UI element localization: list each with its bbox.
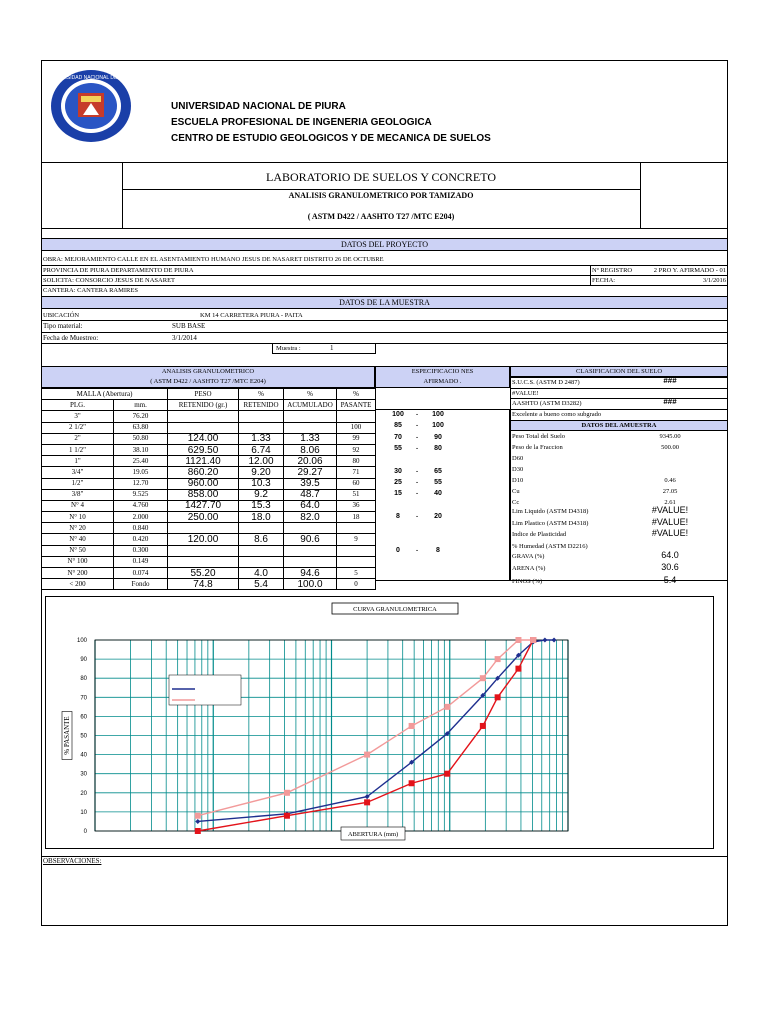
- cell-plg: N° 4: [42, 500, 114, 511]
- cell-ret: 6.74: [239, 444, 284, 455]
- cell-ret: 18.0: [239, 512, 284, 523]
- col-mm: mm.: [114, 400, 168, 411]
- fecha-value: 3/1/2016: [702, 277, 726, 284]
- sucs-value: ###: [663, 376, 677, 385]
- table-row: [42, 523, 376, 534]
- series-line: [198, 640, 554, 821]
- tipo-label: Tipo material:: [43, 322, 83, 330]
- cell-plg: N° 10: [42, 512, 114, 523]
- item-value: 5.4: [663, 575, 677, 585]
- spec-s2: 80: [434, 444, 442, 452]
- cell-plg: 1 1/2": [42, 444, 114, 455]
- data-point: [495, 656, 501, 662]
- cell-mm: 0.149: [114, 556, 168, 567]
- spec-s1: 100: [392, 411, 404, 418]
- cell-plg: 1/2": [42, 478, 114, 489]
- table-row: [42, 556, 376, 567]
- cell-peso: 250.00: [168, 512, 239, 523]
- cell-ret: 9.2: [239, 489, 284, 500]
- spec-s1: 55: [394, 444, 402, 452]
- cell-peso: [168, 422, 239, 433]
- cell-acum: [284, 411, 337, 422]
- registro-value: 2 PRO Y. AFIRMADO - 01: [653, 267, 726, 274]
- cell-acum: 100.0: [284, 579, 337, 590]
- cell-plg: 1": [42, 456, 114, 467]
- cell-peso: 120.00: [168, 534, 239, 545]
- cell-pas: [337, 556, 376, 567]
- spec-s1: 25: [394, 478, 402, 486]
- cell-acum: 20.06: [284, 456, 337, 467]
- cell-mm: 19.05: [114, 467, 168, 478]
- cell-ret: [239, 545, 284, 556]
- cell-plg: N° 20: [42, 523, 114, 534]
- item-label: Lim Liquido (ASTM D4318): [512, 508, 589, 515]
- y-tick-label: 90: [80, 657, 87, 664]
- data-point: [444, 771, 450, 777]
- x-axis-label: ABERTURA (mm): [347, 831, 399, 838]
- table-row: [42, 500, 376, 511]
- cell-mm: 63.80: [114, 422, 168, 433]
- sucs-label: S.U.C.S. (ASTM D 2487): [512, 379, 580, 386]
- lab-norm: ( ASTM D422 / AASHTO T27 /MTC E204): [307, 212, 455, 221]
- cell-peso: 124.00: [168, 433, 239, 444]
- data-point: [515, 666, 521, 672]
- item-value: 30.6: [661, 562, 679, 572]
- y-tick-label: 40: [80, 752, 87, 759]
- spec-s2: 55: [434, 478, 442, 486]
- y-axis-label: % PASANTE: [63, 716, 71, 755]
- data-point: [495, 694, 501, 700]
- cell-acum: [284, 422, 337, 433]
- cell-peso: [168, 411, 239, 422]
- cell-acum: 90.6: [284, 534, 337, 545]
- item-label: Lim Plastico (ASTM D4318): [512, 520, 589, 527]
- data-point: [195, 828, 201, 834]
- data-point: [195, 813, 201, 819]
- registro-label: Nº REGISTRO: [592, 267, 633, 274]
- fecha-label: FECHA:: [592, 277, 616, 284]
- cell-peso: 629.50: [168, 444, 239, 455]
- classification-head-title: CLASIFICACION DEL SUELO: [575, 368, 663, 375]
- cell-ret: 8.6: [239, 534, 284, 545]
- cell-plg: N° 100: [42, 556, 114, 567]
- spec-head-line1: ESPECIFICACIO NES: [411, 368, 474, 375]
- spec-s2: 40: [434, 490, 442, 498]
- data-point: [552, 638, 557, 643]
- item-value: 64.0: [661, 550, 679, 560]
- cell-plg: N° 200: [42, 568, 114, 579]
- col-retenido: RETENIDO: [239, 400, 284, 411]
- item-label: Peso Total del Suelo: [512, 433, 566, 440]
- spec-s1: 0: [396, 546, 400, 554]
- cell-peso: [168, 556, 239, 567]
- cell-acum: 1.33: [284, 433, 337, 444]
- item-value: #VALUE!: [651, 505, 689, 515]
- spec-s1: 70: [394, 433, 402, 441]
- y-tick-label: 70: [80, 695, 87, 702]
- aashto-label: AASHTO (ASTM D3282): [512, 400, 582, 407]
- cell-peso: 858.00: [168, 489, 239, 500]
- tipo-value: SUB BASE: [172, 322, 206, 330]
- center-name: CENTRO DE ESTUDIO GEOLOGICOS Y DE MECANICA DE SUELOS: [171, 133, 491, 144]
- cell-pas: 51: [337, 489, 376, 500]
- cell-ret: 10.3: [239, 478, 284, 489]
- cell-peso: 1427.70: [168, 500, 239, 511]
- cell-pas: 100: [337, 422, 376, 433]
- university-seal: [50, 69, 132, 143]
- col-malla: MALLA (Abertura): [42, 389, 168, 400]
- item-label: Cu: [512, 488, 520, 495]
- table-row: [42, 422, 376, 433]
- spec-s2: 100: [432, 411, 444, 418]
- fecha-muestreo-label: Fecha de Muestreo:: [43, 334, 99, 342]
- y-tick-label: 50: [80, 733, 87, 740]
- item-value: #VALUE!: [651, 517, 689, 527]
- cell-peso: 55.20: [168, 568, 239, 579]
- spec-s2: 65: [434, 467, 442, 475]
- data-point: [195, 819, 200, 824]
- fecha-muestreo-value: 3/1/2014: [172, 334, 197, 342]
- y-tick-label: 10: [80, 809, 87, 816]
- cell-pas: 9: [337, 534, 376, 545]
- cell-plg: N° 50: [42, 545, 114, 556]
- cell-plg: 3/4": [42, 467, 114, 478]
- item-value: 0.46: [664, 477, 676, 484]
- cell-mm: 76.20: [114, 411, 168, 422]
- cell-ret: 5.4: [239, 579, 284, 590]
- item-label: % Humedad (ASTM D2216): [512, 543, 588, 550]
- y-tick-label: 100: [76, 638, 87, 644]
- cell-pas: 18: [337, 512, 376, 523]
- cell-pas: 5: [337, 568, 376, 579]
- cell-pas: 0: [337, 579, 376, 590]
- item-value: 9345.00: [659, 433, 681, 440]
- cell-ret: [239, 422, 284, 433]
- item-value: 2.61: [664, 499, 676, 506]
- col-peso: PESO: [168, 389, 239, 400]
- data-point: [284, 813, 290, 819]
- table-row: [42, 512, 376, 523]
- cell-pas: [337, 545, 376, 556]
- lab-subtitle: ANALISIS GRANULOMETRICO POR TAMIZADO: [288, 191, 474, 200]
- cell-acum: [284, 523, 337, 534]
- data-point: [530, 637, 536, 643]
- item-label: D60: [512, 455, 524, 462]
- cell-acum: [284, 556, 337, 567]
- cell-pas: 99: [337, 433, 376, 444]
- cell-mm: 0.420: [114, 534, 168, 545]
- cell-acum: 48.7: [284, 489, 337, 500]
- data-head: DATOS DEL AMUESTRA: [581, 422, 657, 429]
- data-point: [364, 752, 370, 758]
- muestra-label: Muestra :: [276, 345, 301, 352]
- granulo-table: [41, 388, 376, 590]
- y-tick-label: 30: [80, 771, 87, 778]
- granulo-head-line2: ( ASTM D422 / AASHTO T27 /MTC E204): [150, 378, 266, 385]
- muestra-value: 1: [330, 344, 334, 352]
- ubicacion-label: UBICACIÓN: [43, 312, 80, 319]
- cell-mm: 2.000: [114, 512, 168, 523]
- item-value: #VALUE!: [651, 528, 689, 538]
- y-tick-label: 80: [80, 676, 87, 683]
- project-cantera: CANTERA: CANTERA RAMIRES: [43, 287, 138, 294]
- col-pasante: PASANTE: [337, 400, 376, 411]
- ubicacion-value: KM 14 CARRETERA PIURA - PAITA: [200, 312, 303, 319]
- observaciones-label: OBSERVACIONES:: [43, 857, 102, 865]
- data-point: [364, 799, 370, 805]
- sucs-error: #VALUE!: [512, 390, 539, 397]
- cell-acum: 8.06: [284, 444, 337, 455]
- project-provincia: PROVINCIA DE PIURA DEPARTAMENTO DE PIURA: [43, 267, 194, 274]
- project-obra: OBRA: MEJORAMIENTO CALLE EN EL ASENTAMIENTO HUMANO JESUS DE NASARET DISTRITO 26 DE OCTUBRE: [43, 256, 384, 263]
- cell-pas: [337, 523, 376, 534]
- item-label: FINOS (%): [512, 578, 543, 585]
- item-label: Cc: [512, 499, 520, 506]
- data-point: [284, 790, 290, 796]
- cell-peso: [168, 545, 239, 556]
- cell-mm: 38.10: [114, 444, 168, 455]
- aashto-value: ###: [663, 397, 677, 406]
- item-label: GRAVA (%): [512, 553, 545, 560]
- data-point: [409, 780, 415, 786]
- table-row: [42, 444, 376, 455]
- cell-mm: Fondo: [114, 579, 168, 590]
- cell-peso: 860.20: [168, 467, 239, 478]
- cell-ret: [239, 523, 284, 534]
- cell-plg: 3": [42, 411, 114, 422]
- cell-ret: 1.33: [239, 433, 284, 444]
- cell-pas: 60: [337, 478, 376, 489]
- cell-ret: [239, 556, 284, 567]
- table-row: [42, 478, 376, 489]
- table-row: [42, 545, 376, 556]
- cell-mm: 0.840: [114, 523, 168, 534]
- item-label: D30: [512, 466, 524, 473]
- classification-comment: Excelente a bueno como subgrado: [512, 411, 602, 418]
- cell-plg: < 200: [42, 579, 114, 590]
- item-label: Indice de Plasticidad: [512, 531, 567, 538]
- cell-mm: 25.40: [114, 456, 168, 467]
- table-row: [42, 534, 376, 545]
- table-row: [42, 456, 376, 467]
- cell-plg: 2": [42, 433, 114, 444]
- cell-peso: 74.8: [168, 579, 239, 590]
- cell-acum: 94.6: [284, 568, 337, 579]
- spec-s1: 8: [396, 512, 400, 520]
- cell-plg: 3/8": [42, 489, 114, 500]
- cell-mm: 0.300: [114, 545, 168, 556]
- cell-ret: 12.00: [239, 456, 284, 467]
- svg-text:UNIVERSIDAD NACIONAL DE PIURA: UNIVERSIDAD NACIONAL DE PIURA: [50, 75, 132, 81]
- cell-ret: 15.3: [239, 500, 284, 511]
- project-band-title: DATOS DEL PROYECTO: [341, 240, 428, 249]
- spec-s2: 90: [434, 433, 442, 441]
- cell-pas: 36: [337, 500, 376, 511]
- cell-pas: 71: [337, 467, 376, 478]
- cell-acum: 39.5: [284, 478, 337, 489]
- data-point: [409, 723, 415, 729]
- cell-peso: 1121.40: [168, 456, 239, 467]
- spec-s1: 30: [394, 467, 402, 475]
- col-pct1: %: [239, 389, 284, 400]
- col-acumulado: ACUMULADO: [284, 400, 337, 411]
- cell-pas: 92: [337, 444, 376, 455]
- spec-head-line2: AFIRMADO .: [423, 378, 462, 385]
- spec-s2: 100: [432, 422, 444, 430]
- university-name: UNIVERSIDAD NACIONAL DE PIURA: [171, 101, 346, 112]
- spec-s2: 20: [434, 512, 442, 520]
- table-row: [42, 489, 376, 500]
- granulometric-chart: [45, 596, 714, 849]
- cell-pas: [337, 411, 376, 422]
- item-value: 27.05: [662, 488, 678, 495]
- cell-ret: 9.20: [239, 467, 284, 478]
- table-row: [42, 568, 376, 579]
- cell-ret: [239, 411, 284, 422]
- data-point: [515, 637, 521, 643]
- cell-mm: 4.760: [114, 500, 168, 511]
- y-tick-label: 20: [80, 790, 87, 797]
- cell-acum: 29.27: [284, 467, 337, 478]
- granulo-head-line1: ANALISIS GRANULOMETRICO: [161, 368, 255, 375]
- y-tick-label: 0: [83, 829, 87, 835]
- cell-mm: 9.525: [114, 489, 168, 500]
- cell-mm: 12.70: [114, 478, 168, 489]
- cell-mm: 0.074: [114, 568, 168, 579]
- school-name: ESCUELA PROFESIONAL DE INGENERIA GEOLOGICA: [171, 117, 432, 128]
- cell-peso: 960.00: [168, 478, 239, 489]
- spec-s2: 8: [436, 546, 440, 554]
- spec-s1: 15: [394, 490, 402, 498]
- lab-title: LABORATORIO DE SUELOS Y CONCRETO: [265, 170, 496, 184]
- table-row: [42, 579, 376, 590]
- cell-acum: 82.0: [284, 512, 337, 523]
- col-retenido-gr: RETENIDO (gr.): [168, 400, 239, 411]
- cell-plg: 2 1/2": [42, 422, 114, 433]
- table-row: [42, 467, 376, 478]
- cell-pas: 80: [337, 456, 376, 467]
- item-label: D10: [512, 477, 524, 484]
- item-label: Peso de la Fraccion: [512, 444, 563, 451]
- col-pct2: %: [284, 389, 337, 400]
- chart-title: CURVA GRANULOMETRICA: [353, 606, 437, 613]
- sample-band-title: DATOS DE LA MUESTRA: [339, 298, 430, 307]
- cell-acum: 64.0: [284, 500, 337, 511]
- data-point: [542, 638, 547, 643]
- col-pct3: %: [337, 389, 376, 400]
- table-row: [42, 433, 376, 444]
- cell-ret: 4.0: [239, 568, 284, 579]
- cell-mm: 50.80: [114, 433, 168, 444]
- project-solicita: SOLICITA: CONSORCIO JESUS DE NASARET: [43, 277, 176, 284]
- table-row: [42, 411, 376, 422]
- data-point: [480, 723, 486, 729]
- data-point: [444, 704, 450, 710]
- item-label: ARENA (%): [512, 565, 546, 572]
- item-value: 500.00: [661, 444, 679, 451]
- y-tick-label: 60: [80, 714, 87, 721]
- cell-plg: N° 40: [42, 534, 114, 545]
- cell-acum: [284, 545, 337, 556]
- cell-peso: [168, 523, 239, 534]
- data-point: [480, 675, 486, 681]
- spec-s1: 85: [394, 422, 402, 430]
- col-plg: PLG.: [42, 400, 114, 411]
